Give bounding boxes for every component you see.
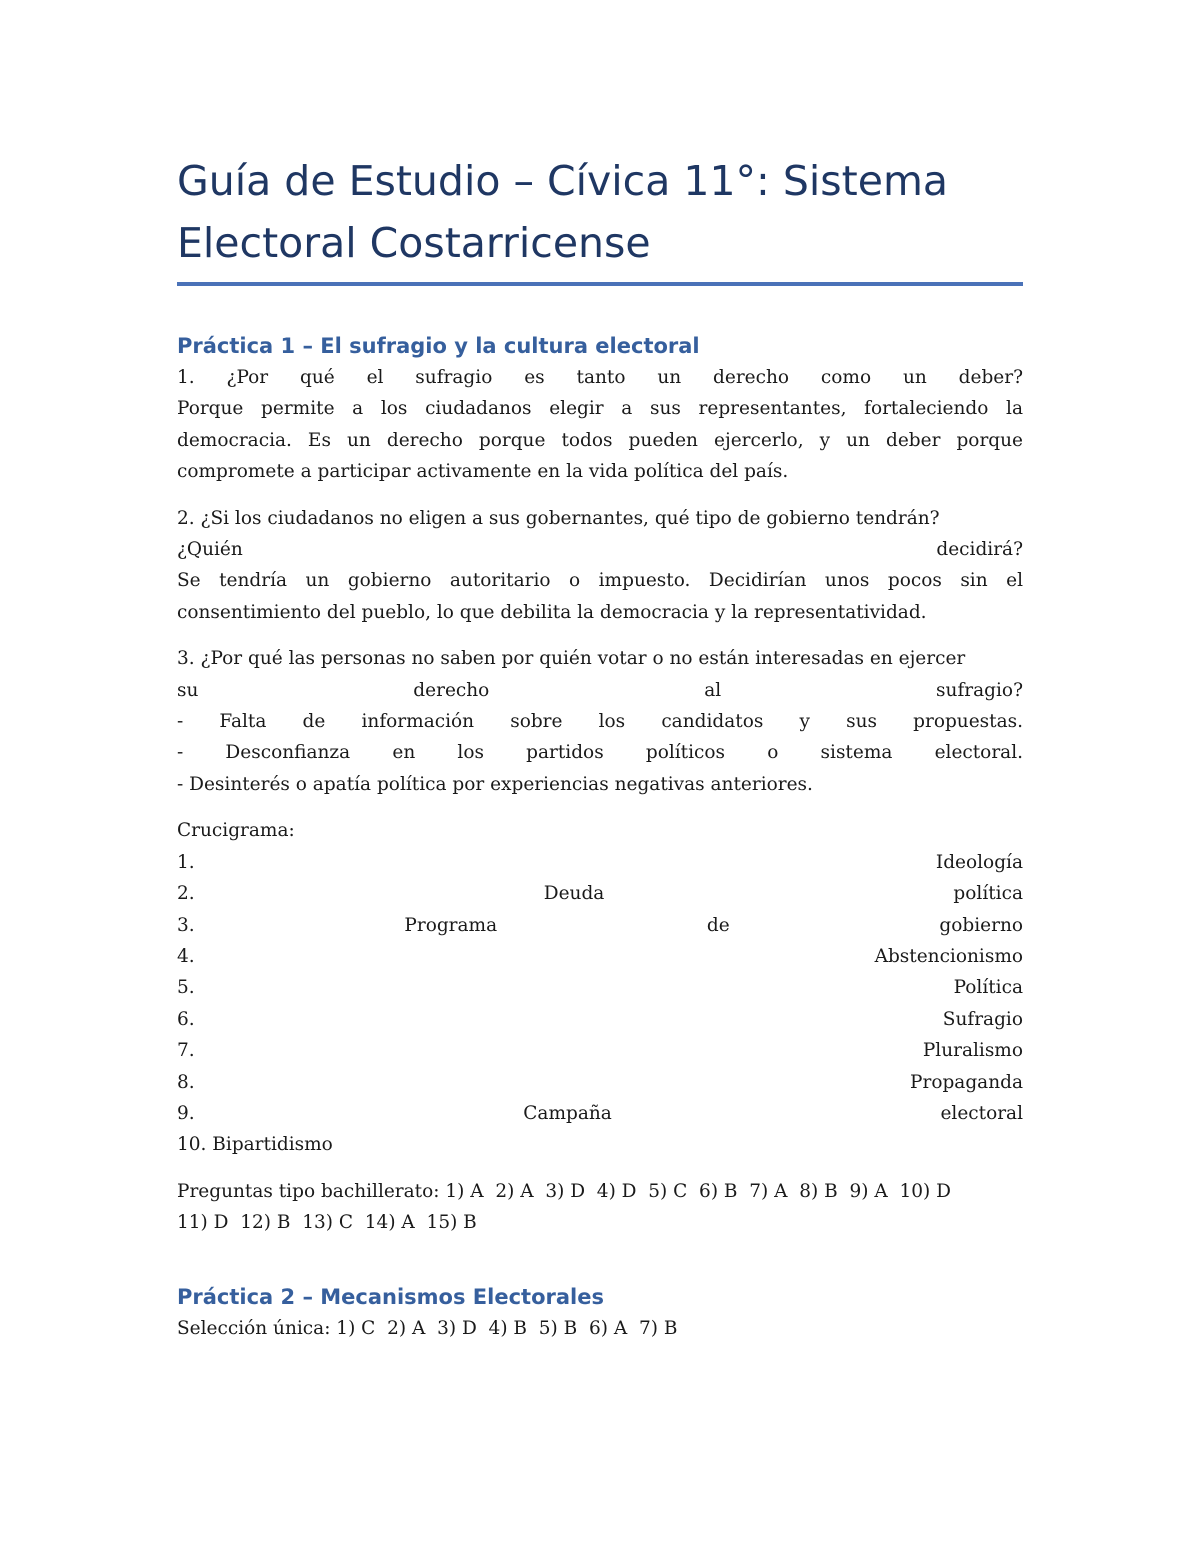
crossword-item: 9. Campaña electoral <box>177 1102 1023 1124</box>
seleccion-unica-answers: Selección única: 1) C 2) A 3) D 4) B 5) B 6) A 7) B <box>177 1317 678 1339</box>
crossword-item: 3. Programa de gobierno <box>177 914 1023 936</box>
answer-3-item: - Falta de información sobre los candidatos y sus propuestas. <box>177 711 1023 733</box>
question-2-text-line1: 2. ¿Si los ciudadanos no eligen a sus gobernantes, qué tipo de gobierno tendrán? <box>177 507 940 529</box>
bachillerato-answers <box>177 1176 1023 1239</box>
document-page <box>177 150 1023 1344</box>
crossword-item: 4. Abstencionismo <box>177 945 1023 967</box>
answer-3-item: - Desconfianza en los partidos políticos o sistema electoral. <box>177 742 1023 764</box>
question-1-text: 1. ¿Por qué el sufragio es tanto un derecho como un deber? <box>177 367 1023 388</box>
crossword-item: 1. Ideología <box>177 851 1023 873</box>
crossword-item: 2. Deuda política <box>177 883 1023 905</box>
crossword-item: 8. Propaganda <box>177 1071 1023 1093</box>
section-heading-practica-1: Práctica 1 – El sufragio y la cultura electoral <box>177 334 700 358</box>
crossword-item: 5. Política <box>177 977 1023 999</box>
answer-3-item: - Desinterés o apatía política por experiencias negativas anteriores. <box>177 773 813 795</box>
crossword-item: 10. Bipartidismo <box>177 1134 333 1156</box>
bachillerato-line-2: 11) D 12) B 13) C 14) A 15) B <box>177 1212 477 1234</box>
question-3-text-line2: su derecho al sufragio? <box>177 679 1023 701</box>
crossword-item: 7. Pluralismo <box>177 1040 1023 1062</box>
bachillerato-line-1: Preguntas tipo bachillerato: 1) A 2) A 3) D 4) D 5) C 6) B 7) A 8) B 9) A 10) D <box>177 1180 951 1202</box>
document-title: Guía de Estudio – Cívica 11°: Sistema Electoral Costarricense <box>177 150 1023 286</box>
question-2 <box>177 503 1023 629</box>
question-3 <box>177 643 1023 800</box>
question-3-text-line1: 3. ¿Por qué las personas no saben por quién votar o no están interesadas en ejercer <box>177 648 966 670</box>
answer-1-text: Porque permite a los ciudadanos elegir a sus representantes, fortaleciendo la democracia. Es un derecho porque todos pueden ejercerlo, y un deber porque compromete a participar activamente en la vida política del país. <box>177 398 1023 483</box>
question-1 <box>177 362 1023 488</box>
answer-2-text: Se tendría un gobierno autoritario o impuesto. Decidirían unos pocos sin el consentimiento del pueblo, lo que debilita la democracia y la representatividad. <box>177 570 1023 623</box>
crossword-answers <box>177 815 1023 1160</box>
section-heading-practica-2: Práctica 2 – Mecanismos Electorales <box>177 1284 604 1309</box>
crossword-label: Crucigrama: <box>177 820 295 842</box>
question-2-text-line2: ¿Quién decidirá? <box>177 539 1023 561</box>
crossword-item: 6. Sufragio <box>177 1008 1023 1030</box>
